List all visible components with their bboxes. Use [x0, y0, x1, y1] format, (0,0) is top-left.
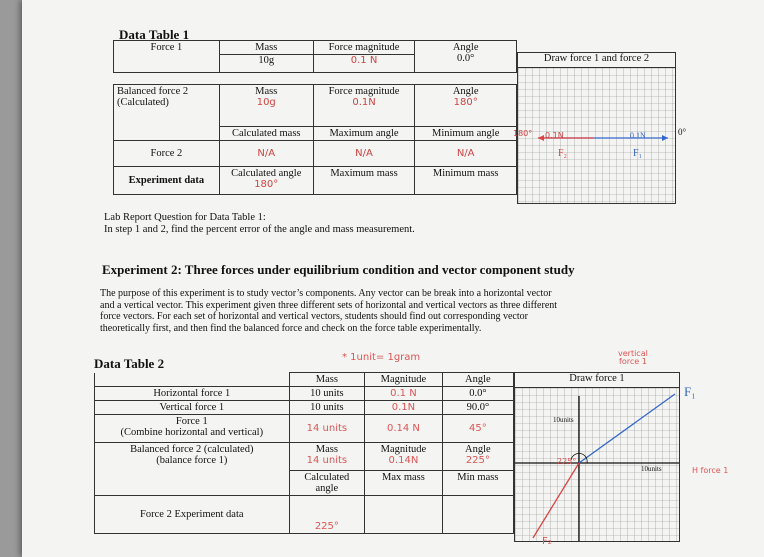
f1-angle: 45° [442, 415, 513, 443]
vertical-note: vertical force 1 [618, 349, 648, 366]
bal-mag-label: Magnitude [380, 444, 427, 455]
h-force-label: Horizontal force 1 [95, 387, 290, 401]
force-diagram-2 [514, 372, 680, 542]
g1-f1-label: 0.1N [630, 131, 646, 140]
draw-label-2: Draw force 1 [515, 373, 679, 388]
data-table-2 [94, 372, 514, 534]
question-line-1: Lab Report Question for Data Table 1: [104, 212, 266, 223]
h-mass: 10 units [289, 387, 365, 401]
worksheet-page [22, 0, 764, 557]
t2-min-mass-label: Min mass [442, 471, 513, 496]
bal-angle-label: Angle [465, 444, 491, 455]
na-2: N/A [313, 141, 415, 167]
f2-vector-label: F₂ [542, 536, 552, 547]
data-table-1 [113, 40, 517, 195]
force1-label: Force 1 [114, 41, 220, 73]
v-mag: 0.1N [365, 401, 443, 415]
angle-value: 0.0° [457, 53, 475, 64]
b-mass-cell [219, 85, 313, 127]
t2-magnitude-label: Magnitude [365, 373, 443, 387]
g1-right-angle: 0° [678, 127, 687, 137]
bal-label: Balanced force 2 (calculated) (balance force 1) [95, 443, 290, 496]
unit-note: * 1unit= 1gram [342, 352, 421, 363]
force-mag-value: 0.1 N [314, 54, 415, 66]
calc-mass-label: Calculated mass [219, 127, 313, 141]
exp2-paragraph [100, 288, 557, 334]
force-diagram-1 [513, 52, 687, 204]
bal-mag: 0.14N [388, 455, 419, 466]
bal-mass-label: Mass [315, 444, 338, 455]
na-3: N/A [415, 141, 517, 167]
exp2-heading: Experiment 2: Three forces under equilibrium condition and vector component study [102, 262, 575, 277]
bal-mass-cell [289, 443, 365, 471]
balanced-force-label: Balanced force 2 (Calculated) [114, 85, 220, 141]
calc-angle-cell [219, 167, 313, 195]
bal-angle-cell [442, 443, 513, 471]
b-force-label: Force magnitude [328, 86, 400, 97]
f1-label: Force 1 (Combine horizontal and vertical) [95, 415, 290, 443]
calc-angle-value: 180° [254, 179, 279, 190]
g1-f2-label: 0.1N [545, 131, 564, 140]
grid-svg-1 [518, 68, 675, 203]
units-x: 10units [641, 465, 662, 473]
max-angle-label: Maximum angle [313, 127, 415, 141]
g1-left-angle: 180° [513, 129, 533, 138]
v-force-label: Vertical force 1 [95, 401, 290, 415]
g1-f2-vec: F₂ [558, 148, 568, 159]
t2-calc-angle-label: Calculated angle [289, 471, 365, 496]
exp2-para-line: theoretically first, and then find the balanced force and check on the force table experimentally. [100, 322, 482, 334]
min-mass-label: Minimum mass [415, 167, 517, 195]
v-mass: 10 units [289, 401, 365, 415]
angle-label: Angle [452, 42, 479, 53]
b-mass-value: 10g [256, 97, 276, 108]
t2-angle-label: Angle [442, 373, 513, 387]
g1-f1-vec: F₁ [633, 148, 643, 159]
mass-cell [219, 41, 313, 73]
exp2-para-line: and a vertical vector. This experiment given three different sets of horizontal and vertical vectors as three different [100, 299, 558, 311]
h-force-note: H force 1 [692, 466, 729, 475]
f1-vector-label: F₁ [684, 384, 696, 399]
exp2-para-line: The purpose of this experiment is to study vector’s components. Any vector can be break into a horizontal vector [100, 288, 552, 299]
b-force-value: 0.1N [352, 97, 376, 108]
question-line-2: In step 1 and 2, find the percent error of the angle and mass measurement. [104, 224, 415, 235]
f1-mass: 14 units [289, 415, 365, 443]
t2-max-mass-label: Max mass [365, 471, 443, 496]
exp-data-label: Experiment data [114, 167, 220, 195]
h-mag: 0.1 N [365, 387, 443, 401]
table1-title: Data Table 1 [119, 27, 190, 42]
v-angle: 90.0° [442, 401, 513, 415]
t2-mass-label: Mass [289, 373, 365, 387]
f1-mag: 0.14 N [365, 415, 443, 443]
t2-exp-angle: 225° [289, 496, 365, 534]
na-1: N/A [219, 141, 313, 167]
h-angle: 0.0° [442, 387, 513, 401]
bal-angle: 225° [465, 455, 490, 466]
angle-cell [415, 41, 517, 73]
mass-value: 10g [220, 54, 313, 66]
b-angle-cell [415, 85, 517, 127]
force2-label: Force 2 [114, 141, 220, 167]
t2-exp-label: Force 2 Experiment data [95, 496, 290, 534]
angle-note: 225° [557, 457, 577, 466]
table2-title: Data Table 2 [94, 356, 165, 371]
bal-mag-cell [365, 443, 443, 471]
exp2-para-line: force vectors. For each set of horizontal and vertical vectors, students should find out corresponding vector [100, 311, 528, 322]
max-mass-label: Maximum mass [313, 167, 415, 195]
b-angle-value: 180° [453, 97, 478, 108]
b-force-cell [313, 85, 415, 127]
b-angle-label: Angle [452, 86, 479, 97]
mass-label: Mass [255, 42, 278, 53]
bal-mass: 14 units [306, 455, 348, 466]
b-mass-label: Mass [255, 86, 278, 97]
force-mag-cell [313, 41, 415, 73]
calc-angle-label: Calculated angle [231, 168, 302, 179]
draw-label: Draw force 1 and force 2 [518, 53, 675, 68]
min-angle-label: Minimum angle [415, 127, 517, 141]
force-mag-label: Force magnitude [328, 42, 400, 53]
units-y: 10units [553, 416, 574, 424]
